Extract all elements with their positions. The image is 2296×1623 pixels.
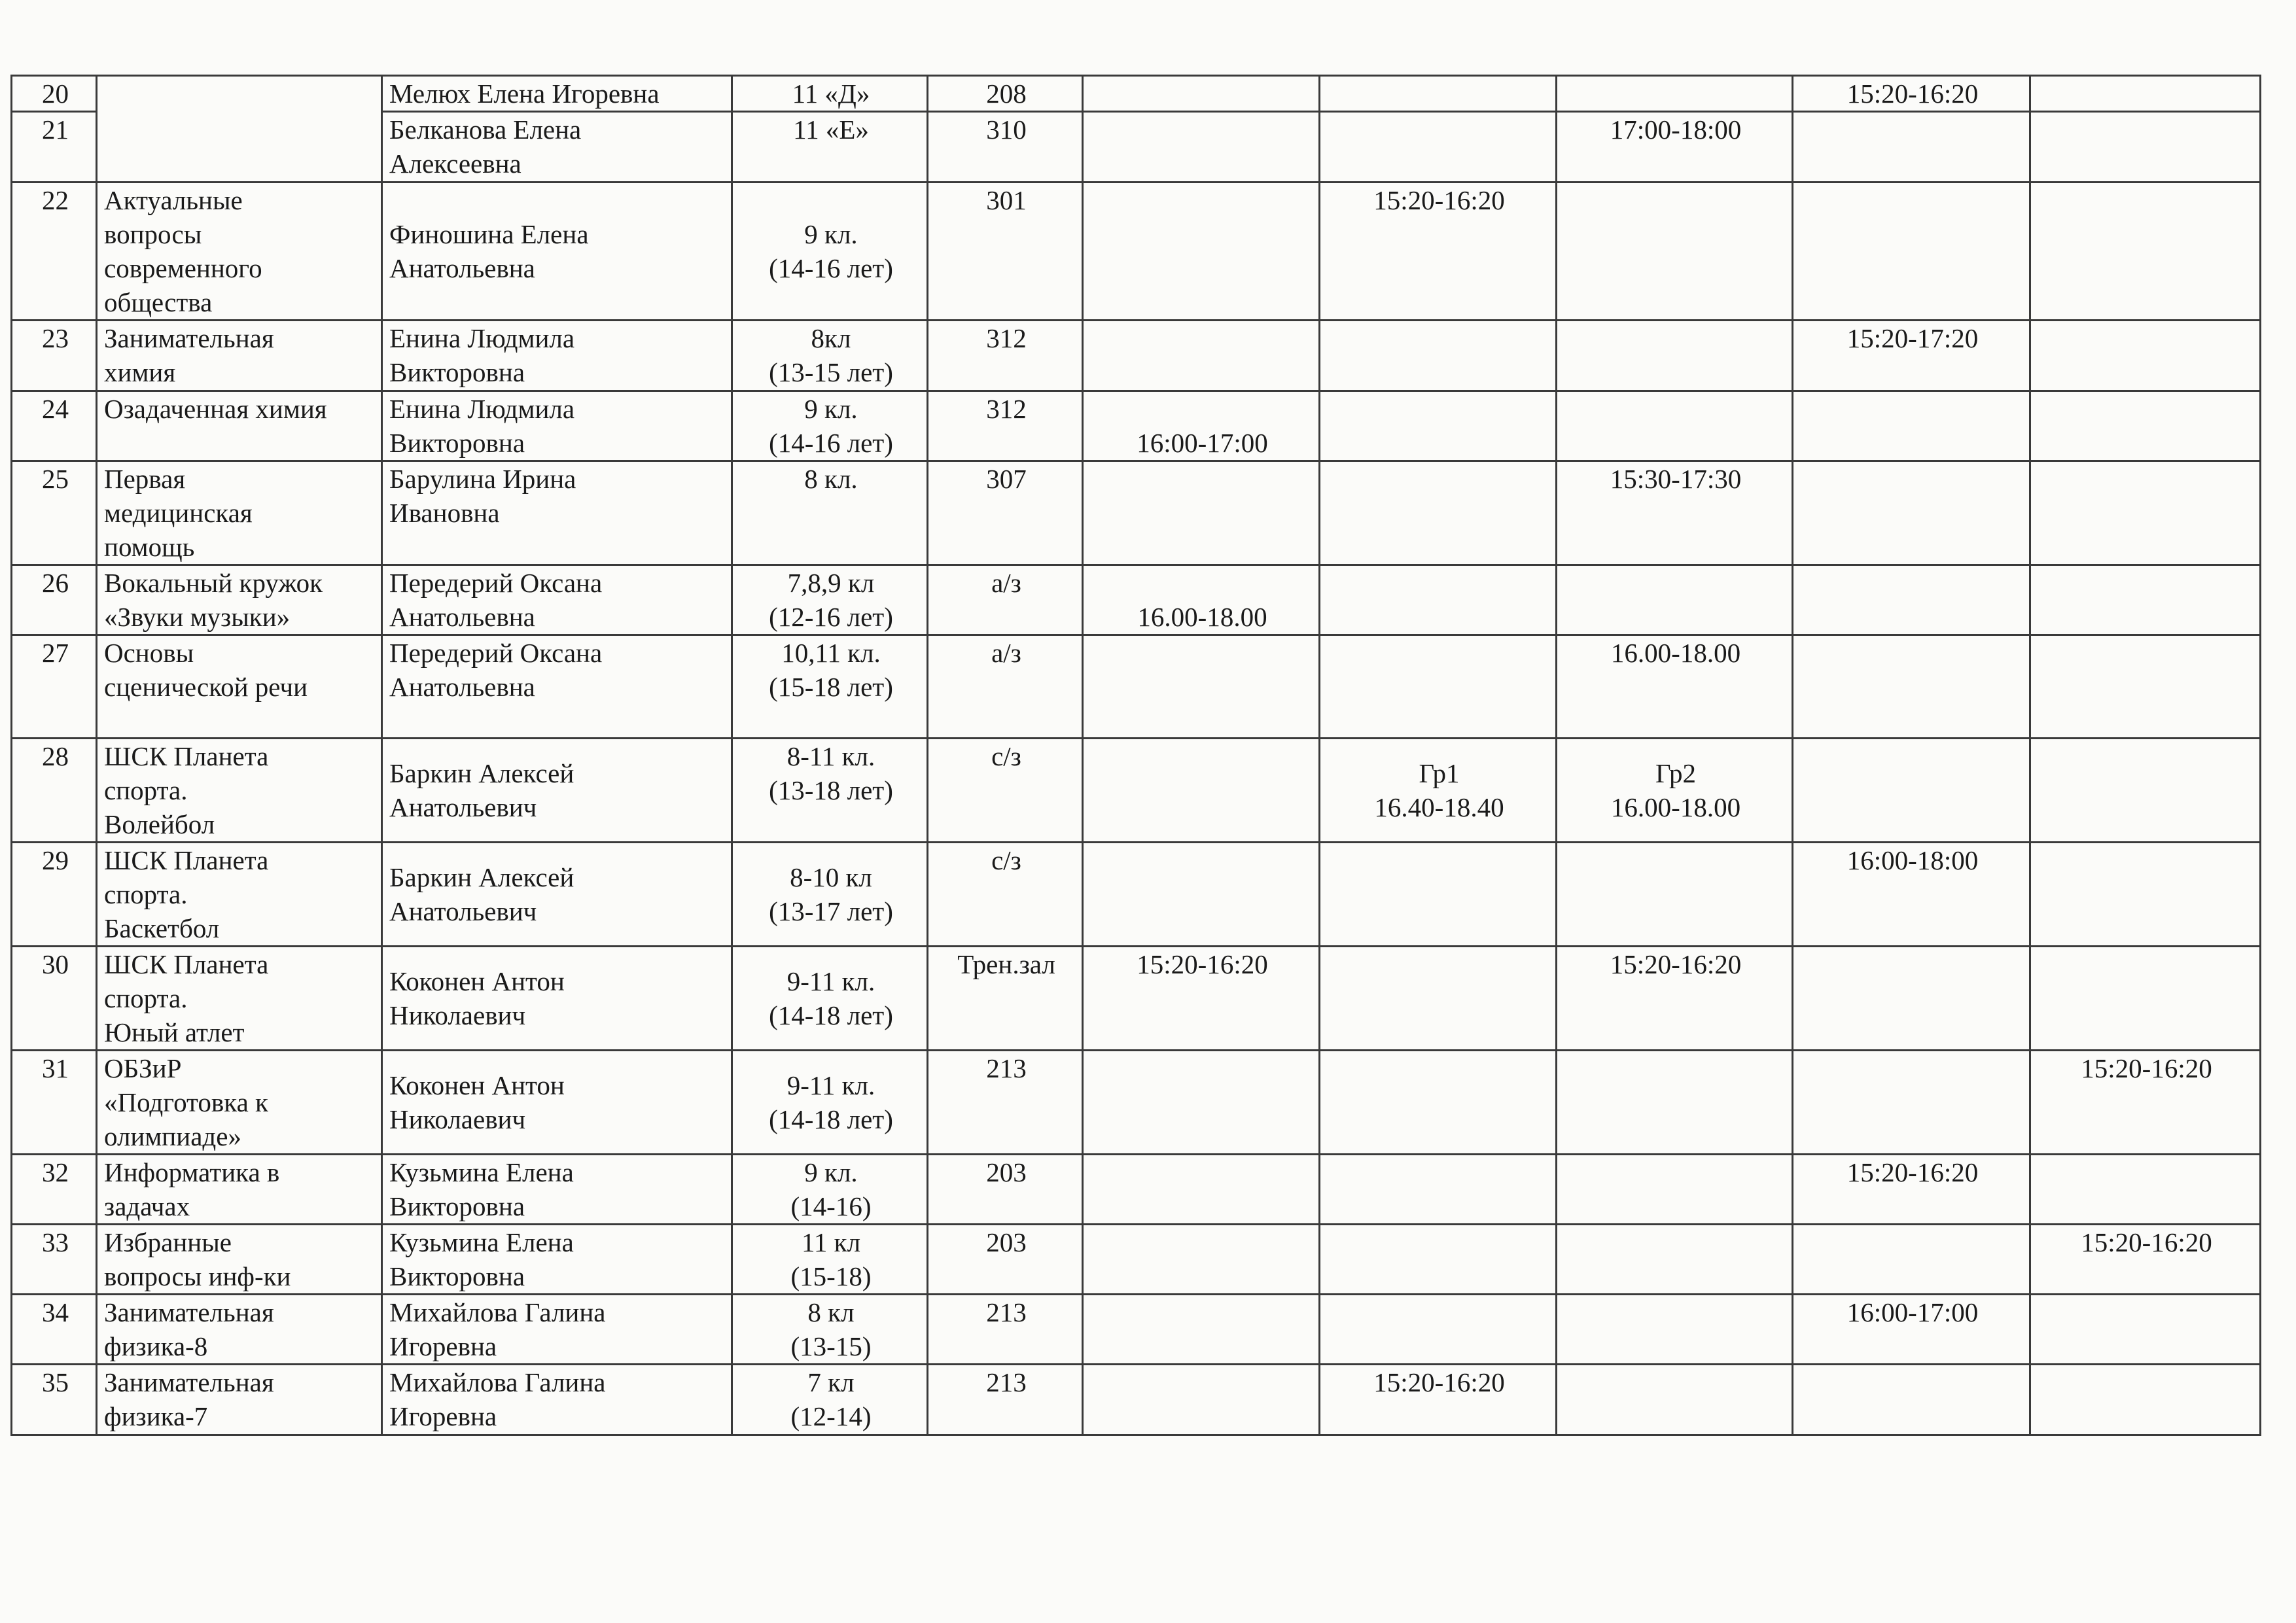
time-tuesday-cell [1320,1365,1557,1435]
time-tuesday-cell [1320,183,1557,321]
room: а/з [991,568,1021,598]
time-wednesday: Гр2 16.00-18.00 [1610,758,1741,822]
teacher-name: Михайлова Галина Игоревна [389,1367,606,1431]
row-number-cell [12,1051,97,1155]
time-friday-cell [2030,1295,2261,1365]
time-monday-cell [1083,76,1320,112]
time-thursday-cell [1793,739,2030,843]
time-tuesday-cell [1320,391,1557,461]
row-number-cell [12,947,97,1051]
room-cell [928,635,1083,739]
teacher-name: Енина Людмила Викторовна [389,394,575,458]
table-row [12,739,2261,843]
room: с/з [991,845,1021,875]
row-number-cell [12,635,97,739]
row-number: 35 [42,1367,69,1397]
table-row [12,843,2261,947]
grade-group-cell [732,635,928,739]
teacher-name-cell [382,183,732,321]
grade-group-cell [732,183,928,321]
time-tuesday: 15:20-16:20 [1373,185,1505,215]
club-name: ШСК Планета спорта. Юный атлет [104,949,269,1047]
club-name: Вокальный кружок «Звуки музыки» [104,568,323,632]
time-thursday-cell [1793,76,2030,112]
time-thursday-cell [1793,1155,2030,1225]
time-monday-cell [1083,1295,1320,1365]
row-number-cell [12,461,97,565]
club-name: Основы сценической речи [104,638,308,702]
time-monday-cell [1083,112,1320,183]
time-wednesday-cell [1557,739,1793,843]
time-friday-cell [2030,321,2261,391]
time-wednesday-cell [1557,321,1793,391]
row-number-cell [12,321,97,391]
time-wednesday-cell [1557,112,1793,183]
time-friday: 15:20-16:20 [2081,1053,2212,1083]
grade-group: 9 кл. (14-16 лет) [769,219,893,283]
time-friday-cell [2030,843,2261,947]
time-friday-cell [2030,947,2261,1051]
room: 312 [986,394,1027,424]
teacher-name-cell [382,635,732,739]
club-name-cell [97,1365,382,1435]
time-friday: 15:20-16:20 [2081,1227,2212,1257]
time-tuesday-cell [1320,1225,1557,1295]
teacher-name-cell [382,112,732,183]
teacher-name-cell [382,321,732,391]
row-number: 21 [42,114,69,145]
teacher-name: Кузьмина Елена Викторовна [389,1157,574,1221]
row-number: 32 [42,1157,69,1187]
row-number: 30 [42,949,69,979]
time-tuesday-cell [1320,1155,1557,1225]
table-row [12,1155,2261,1225]
grade-group: 8-10 кл (13-17 лет) [769,862,893,926]
grade-group-cell [732,1051,928,1155]
room: а/з [991,638,1021,668]
club-name: Первая медицинская помощь [104,464,253,562]
time-tuesday-cell [1320,843,1557,947]
time-tuesday-cell [1320,739,1557,843]
room: 312 [986,323,1027,353]
table-row [12,183,2261,321]
club-name: ОБЗиР «Подготовка к олимпиаде» [104,1053,268,1151]
grade-group-cell [732,1225,928,1295]
time-wednesday-cell [1557,1051,1793,1155]
row-number: 26 [42,568,69,598]
grade-group: 7,8,9 кл (12-16 лет) [769,568,893,632]
club-name-cell [97,635,382,739]
room-cell [928,1295,1083,1365]
time-thursday: 15:20-16:20 [1846,79,1979,109]
time-thursday-cell [1793,1295,2030,1365]
room-cell [928,183,1083,321]
time-wednesday-cell [1557,461,1793,565]
room: 301 [986,185,1027,215]
time-tuesday-cell [1320,947,1557,1051]
grade-group: 9-11 кл. (14-18 лет) [769,966,893,1030]
time-wednesday-cell [1557,1295,1793,1365]
grade-group-cell [732,739,928,843]
time-monday-cell [1083,1365,1320,1435]
grade-group: 11 кл (15-18) [790,1227,872,1291]
club-name-cell [97,183,382,321]
time-friday-cell [2030,1155,2261,1225]
teacher-name: Передерий Оксана Анатольевна [389,638,603,702]
time-tuesday: Гр1 16.40-18.40 [1374,758,1504,822]
club-name-cell [97,947,382,1051]
time-thursday-cell [1793,635,2030,739]
time-monday-cell [1083,183,1320,321]
time-thursday-cell [1793,183,2030,321]
row-number-cell [12,76,97,112]
row-number: 33 [42,1227,69,1257]
row-number-cell [12,565,97,635]
time-friday-cell [2030,739,2261,843]
room: 208 [986,79,1027,109]
time-tuesday-cell [1320,76,1557,112]
table-row [12,1295,2261,1365]
time-monday-cell [1083,321,1320,391]
time-thursday-cell [1793,565,2030,635]
room-cell [928,739,1083,843]
club-name-cell [97,321,382,391]
row-number: 28 [42,741,69,771]
club-name-cell [97,1155,382,1225]
room-cell [928,1365,1083,1435]
time-friday-cell [2030,1225,2261,1295]
grade-group-cell [732,947,928,1051]
club-name: Занимательная физика-8 [104,1297,274,1361]
teacher-name-cell [382,565,732,635]
grade-group: 8 кл. [804,464,858,494]
teacher-name-cell [382,1155,732,1225]
teacher-name: Енина Людмила Викторовна [389,323,575,387]
row-number: 27 [42,638,69,668]
club-name: ШСК Планета спорта. Баскетбол [104,845,269,943]
row-number: 22 [42,185,69,215]
time-tuesday-cell [1320,112,1557,183]
time-friday-cell [2030,391,2261,461]
time-monday-cell [1083,1225,1320,1295]
teacher-name: Передерий Оксана Анатольевна [389,568,603,632]
teacher-name: Кузьмина Елена Викторовна [389,1227,574,1291]
teacher-name-cell [382,1365,732,1435]
teacher-name-cell [382,1225,732,1295]
grade-group-cell [732,461,928,565]
club-name-cell [97,76,382,183]
time-thursday: 15:20-17:20 [1846,323,1979,353]
room: 203 [986,1227,1027,1257]
club-name-cell [97,565,382,635]
time-monday-cell [1083,947,1320,1051]
time-tuesday-cell [1320,635,1557,739]
room: 203 [986,1157,1027,1187]
row-number-cell [12,1295,97,1365]
grade-group: 8кл (13-15 лет) [769,323,893,387]
room-cell [928,391,1083,461]
time-tuesday-cell [1320,1051,1557,1155]
teacher-name-cell [382,1051,732,1155]
time-thursday-cell [1793,112,2030,183]
table-row [12,947,2261,1051]
time-tuesday-cell [1320,565,1557,635]
time-friday-cell [2030,76,2261,112]
time-friday-cell [2030,461,2261,565]
time-wednesday-cell [1557,391,1793,461]
time-monday: 15:20-16:20 [1137,949,1268,979]
time-monday-cell [1083,1155,1320,1225]
grade-group: 9 кл. (14-16 лет) [769,394,893,458]
club-name-cell [97,391,382,461]
grade-group-cell [732,843,928,947]
row-number: 34 [42,1297,69,1327]
teacher-name-cell [382,843,732,947]
teacher-name: Барулина Ирина Ивановна [389,464,576,528]
time-monday-cell [1083,843,1320,947]
time-thursday: 15:20-16:20 [1846,1157,1979,1187]
row-number: 29 [42,845,69,875]
time-wednesday: 17:00-18:00 [1610,114,1742,145]
time-monday-cell [1083,1051,1320,1155]
room: Трен.зал [957,949,1055,979]
table-row [12,1051,2261,1155]
club-name: Озадаченная химия [104,394,327,424]
room: с/з [991,741,1021,771]
time-thursday: 16:00-17:00 [1846,1297,1979,1327]
teacher-name: Мелюх Елена Игоревна [389,79,660,109]
time-thursday-cell [1793,321,2030,391]
teacher-name-cell [382,1295,732,1365]
time-monday-cell [1083,565,1320,635]
grade-group: 9-11 кл. (14-18 лет) [769,1070,893,1134]
time-tuesday: 15:20-16:20 [1373,1367,1505,1397]
teacher-name: Баркин Алексей Анатольевич [389,758,574,822]
teacher-name: Баркин Алексей Анатольевич [389,862,574,926]
row-number: 20 [42,79,69,109]
room-cell [928,461,1083,565]
row-number-cell [12,1225,97,1295]
row-number-cell [12,843,97,947]
teacher-name-cell [382,391,732,461]
time-wednesday: 16.00-18.00 [1610,638,1741,668]
time-wednesday-cell [1557,947,1793,1051]
time-wednesday-cell [1557,1155,1793,1225]
row-number: 23 [42,323,69,353]
table-row [12,76,2261,112]
time-thursday-cell [1793,461,2030,565]
time-monday-cell [1083,739,1320,843]
club-name-cell [97,1295,382,1365]
schedule-body [12,76,2261,1435]
row-number-cell [12,739,97,843]
time-thursday-cell [1793,1365,2030,1435]
table-row [12,391,2261,461]
club-name-cell [97,461,382,565]
row-number: 25 [42,464,69,494]
time-tuesday-cell [1320,1295,1557,1365]
teacher-name: Белканова Елена Алексеевна [389,114,582,179]
table-row [12,1365,2261,1435]
table-row [12,461,2261,565]
club-name: Занимательная физика-7 [104,1367,274,1431]
grade-group-cell [732,1295,928,1365]
grade-group: 10,11 кл. (15-18 лет) [769,638,893,702]
teacher-name-cell [382,739,732,843]
row-number: 31 [42,1053,69,1083]
room-cell [928,1051,1083,1155]
row-number-cell [12,391,97,461]
club-name-cell [97,1051,382,1155]
time-wednesday: 15:20-16:20 [1610,949,1742,979]
grade-group-cell [732,76,928,112]
time-wednesday-cell [1557,1365,1793,1435]
grade-group-cell [732,391,928,461]
time-thursday-cell [1793,843,2030,947]
time-friday-cell [2030,565,2261,635]
room-cell [928,1225,1083,1295]
schedule-table [10,75,2261,1436]
room: 310 [986,114,1027,145]
row-number: 24 [42,394,69,424]
club-name: ШСК Планета спорта. Волейбол [104,741,269,839]
time-wednesday-cell [1557,183,1793,321]
room-cell [928,76,1083,112]
club-name-cell [97,1225,382,1295]
room-cell [928,565,1083,635]
time-wednesday: 15:30-17:30 [1610,464,1742,494]
teacher-name: Финошина Елена Анатольевна [389,219,589,283]
time-monday-cell [1083,635,1320,739]
club-name: Занимательная химия [104,323,274,387]
time-thursday-cell [1793,391,2030,461]
teacher-name-cell [382,76,732,112]
grade-group: 11 «Д» [792,79,870,109]
grade-group: 7 кл (12-14) [790,1367,872,1431]
time-wednesday-cell [1557,76,1793,112]
room: 213 [986,1367,1027,1397]
club-name-cell [97,843,382,947]
club-name-cell [97,739,382,843]
grade-group-cell [732,1365,928,1435]
teacher-name-cell [382,461,732,565]
teacher-name: Михайлова Галина Игоревна [389,1297,606,1361]
row-number-cell [12,1155,97,1225]
time-thursday-cell [1793,1051,2030,1155]
grade-group-cell [732,112,928,183]
time-thursday: 16:00-18:00 [1846,845,1979,875]
room-cell [928,1155,1083,1225]
teacher-name: Коконен Антон Николаевич [389,966,565,1030]
teacher-name-cell [382,947,732,1051]
time-friday-cell [2030,1365,2261,1435]
time-wednesday-cell [1557,1225,1793,1295]
room-cell [928,843,1083,947]
club-name: Актуальные вопросы современного общества [104,185,262,317]
grade-group: 8 кл (13-15) [790,1297,872,1361]
time-friday-cell [2030,183,2261,321]
table-row [12,635,2261,739]
time-friday-cell [2030,112,2261,183]
grade-group-cell [732,1155,928,1225]
time-tuesday-cell [1320,321,1557,391]
row-number-cell [12,112,97,183]
time-tuesday-cell [1320,461,1557,565]
time-thursday-cell [1793,1225,2030,1295]
time-wednesday-cell [1557,565,1793,635]
time-thursday-cell [1793,947,2030,1051]
club-name: Избранные вопросы инф-ки [104,1227,291,1291]
time-wednesday-cell [1557,635,1793,739]
room-cell [928,947,1083,1051]
room: 213 [986,1053,1027,1083]
room: 213 [986,1297,1027,1327]
club-name: Информатика в задачах [104,1157,280,1221]
row-number-cell [12,183,97,321]
table-row [12,1225,2261,1295]
grade-group-cell [732,321,928,391]
room: 307 [986,464,1027,494]
teacher-name: Коконен Антон Николаевич [389,1070,565,1134]
time-monday: 16:00-17:00 [1137,428,1268,458]
room-cell [928,321,1083,391]
time-monday: 16.00-18.00 [1137,602,1267,632]
time-monday-cell [1083,461,1320,565]
grade-group: 8-11 кл. (13-18 лет) [769,741,893,805]
time-wednesday-cell [1557,843,1793,947]
room-cell [928,112,1083,183]
time-friday-cell [2030,1051,2261,1155]
time-monday-cell [1083,391,1320,461]
row-number-cell [12,1365,97,1435]
grade-group: 9 кл. (14-16) [790,1157,872,1221]
grade-group: 11 «Е» [793,114,869,145]
table-row [12,321,2261,391]
table-row [12,565,2261,635]
time-friday-cell [2030,635,2261,739]
grade-group-cell [732,565,928,635]
